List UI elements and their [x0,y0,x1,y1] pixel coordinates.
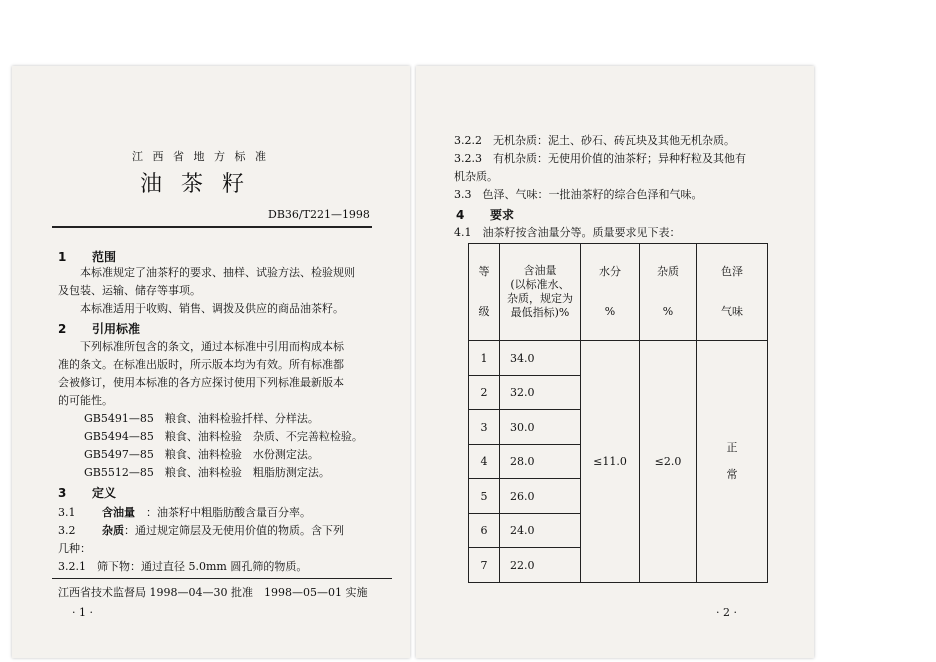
color-odor-value: 正 常 [697,341,768,583]
section-4-title: 要求 [490,208,515,222]
standard-code: DB36/T221—1998 [268,208,370,221]
left-page [12,66,410,658]
grade-cell: 5 [469,479,500,514]
item-3-1-text: ：油茶籽中粗脂肪酸含量百分率。 [146,506,311,519]
header-oil-content: 含油量 (以标准水、 杂质，规定为 最低指标)% [500,244,581,341]
reference-item: GB5494—85 粮食、油料检验 杂质、不完善粒检验。 [84,430,363,443]
item-3-2-term: 杂质 [102,524,124,537]
header-color-odor: 色泽 气味 [697,244,768,341]
item-3-2-number: 3.2 [58,524,76,537]
page-number: · 1 · [72,606,93,619]
header-impurity: 杂质 % [640,244,697,341]
reference-item: GB5497—85 粮食、油料检验 水份测定法。 [84,448,319,461]
item-3-2-1: 3.2.1 筛下物：通过直径 5.0mm 圆孔筛的物质。 [58,560,308,573]
oil-cell: 28.0 [500,444,581,479]
right-page [416,66,814,658]
section-2-number: 2 [58,322,67,336]
oil-cell: 30.0 [500,410,581,445]
header-grade: 等 级 [469,244,500,341]
page-number: · 2 · [716,606,737,619]
reference-item: GB5491—85 粮食、油料检验扦样、分样法。 [84,412,319,425]
section-1-number: 1 [58,250,67,264]
oil-cell: 34.0 [500,341,581,376]
section-2-title: 引用标准 [92,322,141,336]
oil-cell: 22.0 [500,548,581,583]
grade-cell: 6 [469,513,500,548]
section-1-para: 及包装、运输、储存等事项。 [58,284,201,297]
section-1-title: 范围 [92,250,117,264]
item-3-1-number: 3.1 [58,506,76,519]
reference-item: GB5512—85 粮食、油料检验 粗脂肪测定法。 [84,466,330,479]
document-title: 油 茶 籽 [140,172,250,197]
table-header-row [469,244,768,341]
grade-cell: 3 [469,410,500,445]
section-3-number: 3 [58,486,67,500]
section-4-number: 4 [456,208,465,222]
oil-cell: 24.0 [500,513,581,548]
grade-cell: 2 [469,375,500,410]
text-line: 3.2.3 有机杂质：无使用价值的油茶籽；异种籽粒及其他有 [454,152,746,165]
oil-cell: 26.0 [500,479,581,514]
impurity-value: ≤2.0 [640,341,697,583]
section-2-para: 的可能性。 [58,394,113,407]
water-value: ≤11.0 [581,341,640,583]
item-4-1: 4.1 油茶籽按含油量分等。质量要求见下表： [454,226,681,239]
section-2-para: 准的条文。在标准出版时，所示版本均为有效。所有标准都 [58,358,344,371]
footer-rule [52,578,392,579]
grade-cell: 1 [469,341,500,376]
quality-table [468,243,768,583]
approval-footer: 江西省技术监督局 1998—04—30 批准 1998—05—01 实施 [58,586,368,599]
grade-cell: 4 [469,444,500,479]
grade-cell: 7 [469,548,500,583]
title-rule [52,226,372,228]
text-line: 3.2.2 无机杂质：泥土、砂石、砖瓦块及其他无机杂质。 [454,134,735,147]
item-3-2-text: ：通过规定筛层及无使用价值的物质。含下列 [124,524,344,537]
section-3-title: 定义 [92,486,117,500]
standard-header: 江 西 省 地 方 标 准 [132,150,269,163]
section-1-para: 本标准适用于收购、销售、调拨及供应的商品油茶籽。 [80,302,344,315]
section-1-para: 本标准规定了油茶籽的要求、抽样、试验方法、检验规则 [80,266,355,279]
oil-cell: 32.0 [500,375,581,410]
text-line: 3.3 色泽、气味：一批油茶籽的综合色泽和气味。 [454,188,703,201]
item-3-2-cont: 几种： [58,542,91,555]
section-2-para: 下列标准所包含的条文，通过本标准中引用而构成本标 [80,340,344,353]
text-line: 机杂质。 [454,170,498,183]
item-3-1-term: 含油量 [102,506,135,519]
section-2-para: 会被修订，使用本标准的各方应探讨使用下列标准最新版本 [58,376,344,389]
table-row [469,341,768,376]
header-water: 水分 % [581,244,640,341]
